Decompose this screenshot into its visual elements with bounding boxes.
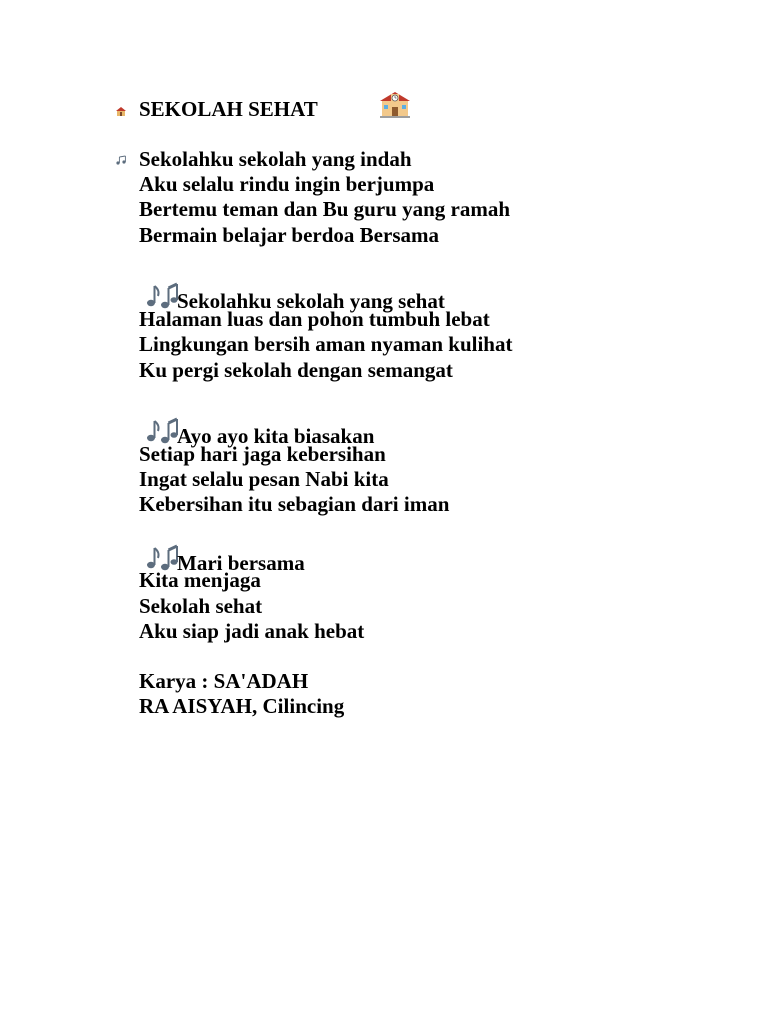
stanza-1-line-4: Bermain belajar berdoa Bersama	[139, 223, 439, 247]
stanza-3-line-1-text: Ayo ayo kita biasakan	[177, 424, 375, 448]
stanza-3-line-4: Kebersihan itu sebagian dari iman	[139, 492, 450, 516]
stanza-3-line-2: Setiap hari jaga kebersihan	[139, 442, 386, 466]
stanza-1-line-2: Aku selalu rindu ingin berjumpa	[139, 172, 435, 196]
stanza-4-line-4: Aku siap jadi anak hebat	[139, 619, 365, 643]
stanza-3-line-3: Ingat selalu pesan Nabi kita	[139, 467, 389, 491]
stanza-2-line-2: Halaman luas dan pohon tumbuh lebat	[139, 307, 490, 331]
musical-notes-icon	[144, 282, 180, 310]
stanza-1-line-1: Sekolahku sekolah yang indah	[139, 147, 412, 171]
institution-credit: RA AISYAH, Cilincing	[139, 694, 345, 718]
stanza-4-line-1-text: Mari bersama	[177, 551, 305, 575]
musical-notes-icon	[144, 417, 180, 445]
school-icon	[378, 89, 412, 119]
stanza-2-line-4: Ku pergi sekolah dengan semangat	[139, 358, 453, 382]
stanza-1-line-3: Bertemu teman dan Bu guru yang ramah	[139, 197, 511, 221]
school-icon	[115, 106, 127, 117]
musical-notes-icon	[115, 155, 128, 165]
stanza-4-line-2: Kita menjaga	[139, 568, 261, 592]
stanza-4-line-3: Sekolah sehat	[139, 594, 263, 618]
stanza-2-line-3: Lingkungan bersih aman nyaman kulihat	[139, 332, 513, 356]
page-title: SEKOLAH SEHAT	[139, 97, 318, 121]
stanza-2-line-1-text: Sekolahku sekolah yang sehat	[177, 289, 445, 313]
author-credit: Karya : SA'ADAH	[139, 669, 309, 693]
